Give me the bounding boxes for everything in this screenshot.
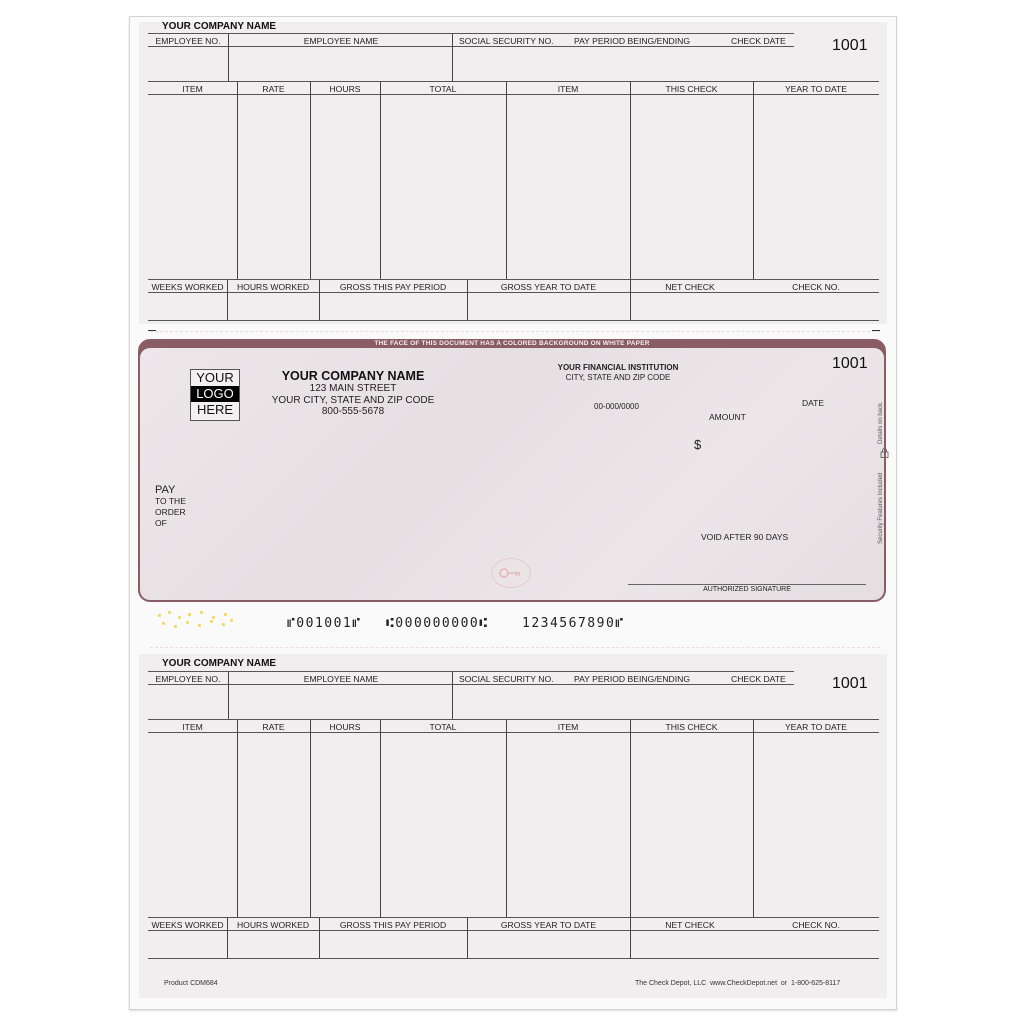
- amount-label: AMOUNT: [709, 412, 746, 422]
- col-year-to-date: YEAR TO DATE: [784, 722, 848, 732]
- label-employee-name: EMPLOYEE NAME: [303, 36, 379, 46]
- micr-account-number: 1234567890⑈: [522, 616, 625, 631]
- divider: [148, 684, 794, 685]
- divider: [630, 720, 631, 917]
- to-the-label: TO THE: [155, 496, 186, 506]
- bank-location: CITY, STATE AND ZIP CODE: [565, 373, 671, 382]
- divider: [310, 720, 311, 917]
- col-this-check: THIS CHECK: [665, 722, 718, 732]
- divider: [228, 672, 229, 719]
- divider: [452, 34, 453, 81]
- check-banner: THE FACE OF THIS DOCUMENT HAS A COLORED BACKGROUND ON WHITE PAPER: [374, 340, 650, 347]
- label-check-no: CHECK NO.: [792, 920, 840, 930]
- pay-label: PAY: [155, 484, 176, 496]
- check-company-name: YOUR COMPANY NAME: [281, 369, 425, 383]
- label-employee-no: EMPLOYEE NO.: [155, 36, 221, 46]
- perforation-tick: [872, 330, 880, 331]
- security-features-text: Security Features Included: [878, 472, 884, 544]
- fraction-code: 00-000/0000: [594, 402, 639, 411]
- divider: [228, 34, 229, 81]
- col-rate: RATE: [262, 84, 285, 94]
- label-gross-this-period: GROSS THIS PAY PERIOD: [339, 282, 447, 292]
- label-weeks-worked: WEEKS WORKED: [151, 282, 224, 292]
- perforation-line: [150, 331, 880, 332]
- label-gross-ytd: GROSS YEAR TO DATE: [500, 282, 597, 292]
- stub-check-number: 1001: [832, 675, 868, 692]
- label-net-check: NET CHECK: [665, 282, 715, 292]
- micr-routing-number: ⑆000000000⑆: [386, 616, 489, 631]
- divider: [506, 82, 507, 279]
- signature-line[interactable]: [628, 584, 866, 585]
- divider: [148, 46, 794, 47]
- stub-company-name: YOUR COMPANY NAME: [162, 658, 277, 669]
- divider: [237, 82, 238, 279]
- label-hours-worked: HOURS WORKED: [236, 920, 310, 930]
- label-pay-period: PAY PERIOD BEING/ENDING: [574, 36, 691, 46]
- divider: [148, 279, 879, 280]
- divider: [148, 320, 879, 321]
- divider: [310, 82, 311, 279]
- divider: [148, 81, 879, 82]
- micr-check-number: ⑈001001⑈: [287, 616, 362, 631]
- stub-check-number: 1001: [832, 37, 868, 54]
- heat-sensitive-seal: [491, 558, 531, 588]
- divider: [148, 94, 879, 95]
- col-this-check: THIS CHECK: [665, 84, 718, 94]
- col-total: TOTAL: [429, 84, 457, 94]
- key-icon: [492, 559, 530, 587]
- divider: [380, 720, 381, 917]
- label-net-check: NET CHECK: [665, 920, 715, 930]
- col-item: ITEM: [182, 84, 203, 94]
- company-logo-placeholder: [190, 369, 240, 421]
- label-check-no: CHECK NO.: [792, 282, 840, 292]
- col-hours: HOURS: [329, 722, 361, 732]
- col-total: TOTAL: [429, 722, 457, 732]
- label-hours-worked: HOURS WORKED: [236, 282, 310, 292]
- divider: [148, 930, 879, 931]
- divider: [753, 720, 754, 917]
- bank-block: [538, 363, 698, 383]
- divider: [148, 732, 879, 733]
- col-deduction-item: ITEM: [557, 722, 579, 732]
- perforation-line: [150, 647, 880, 648]
- label-gross-this-period: GROSS THIS PAY PERIOD: [339, 920, 447, 930]
- divider: [148, 917, 879, 918]
- signature-label: AUTHORIZED SIGNATURE: [703, 586, 791, 593]
- company-street: 123 MAIN STREET: [309, 383, 397, 394]
- stub-company-name: YOUR COMPANY NAME: [162, 21, 277, 32]
- logo-line: LOGO: [191, 386, 239, 402]
- label-check-date: CHECK DATE: [731, 674, 786, 684]
- product-code: Product CDM684: [164, 980, 218, 987]
- label-gross-ytd: GROSS YEAR TO DATE: [500, 920, 597, 930]
- padlock-icon: [880, 448, 889, 458]
- pay-to-order-block: [155, 485, 186, 529]
- divider: [148, 33, 794, 34]
- divider: [506, 720, 507, 917]
- divider: [753, 82, 754, 279]
- divider: [148, 958, 879, 959]
- divider: [237, 720, 238, 917]
- logo-line: HERE: [196, 402, 234, 417]
- label-ssn: SOCIAL SECURITY NO.: [459, 674, 554, 684]
- company-city-state-zip: YOUR CITY, STATE AND ZIP CODE: [271, 394, 435, 406]
- check-body: [138, 339, 886, 602]
- divider: [148, 292, 879, 293]
- bottom-stub: [139, 654, 887, 998]
- bank-name: YOUR FINANCIAL INSTITUTION: [557, 363, 679, 372]
- logo-line: YOUR: [196, 370, 234, 385]
- dollar-sign: $: [694, 437, 702, 452]
- company-phone: 800-555-5678: [321, 406, 385, 417]
- company-address-block: [248, 369, 458, 418]
- label-ssn: SOCIAL SECURITY NO.: [459, 36, 554, 46]
- details-on-back-text: Details on back.: [878, 401, 884, 444]
- divider: [148, 671, 794, 672]
- col-hours: HOURS: [329, 84, 361, 94]
- divider: [452, 672, 453, 719]
- security-side-text: [878, 398, 892, 548]
- security-dots: [154, 610, 238, 632]
- date-label: DATE: [802, 398, 825, 408]
- divider: [148, 719, 879, 720]
- vendor-info: The Check Depot, LLC www.CheckDepot.net or 1-800-625-8117: [635, 980, 841, 987]
- divider: [630, 82, 631, 279]
- col-rate: RATE: [262, 722, 285, 732]
- label-check-date: CHECK DATE: [731, 36, 786, 46]
- order-label: ORDER: [155, 507, 186, 517]
- check-number: 1001: [832, 355, 868, 372]
- col-deduction-item: ITEM: [557, 84, 579, 94]
- void-notice: VOID AFTER 90 DAYS: [701, 532, 789, 542]
- of-label: OF: [155, 518, 167, 528]
- label-pay-period: PAY PERIOD BEING/ENDING: [574, 674, 691, 684]
- label-employee-no: EMPLOYEE NO.: [155, 674, 221, 684]
- perforation-tick: [148, 330, 156, 331]
- col-item: ITEM: [182, 722, 203, 732]
- divider: [380, 82, 381, 279]
- label-employee-name: EMPLOYEE NAME: [303, 674, 379, 684]
- col-year-to-date: YEAR TO DATE: [784, 84, 848, 94]
- label-weeks-worked: WEEKS WORKED: [151, 920, 224, 930]
